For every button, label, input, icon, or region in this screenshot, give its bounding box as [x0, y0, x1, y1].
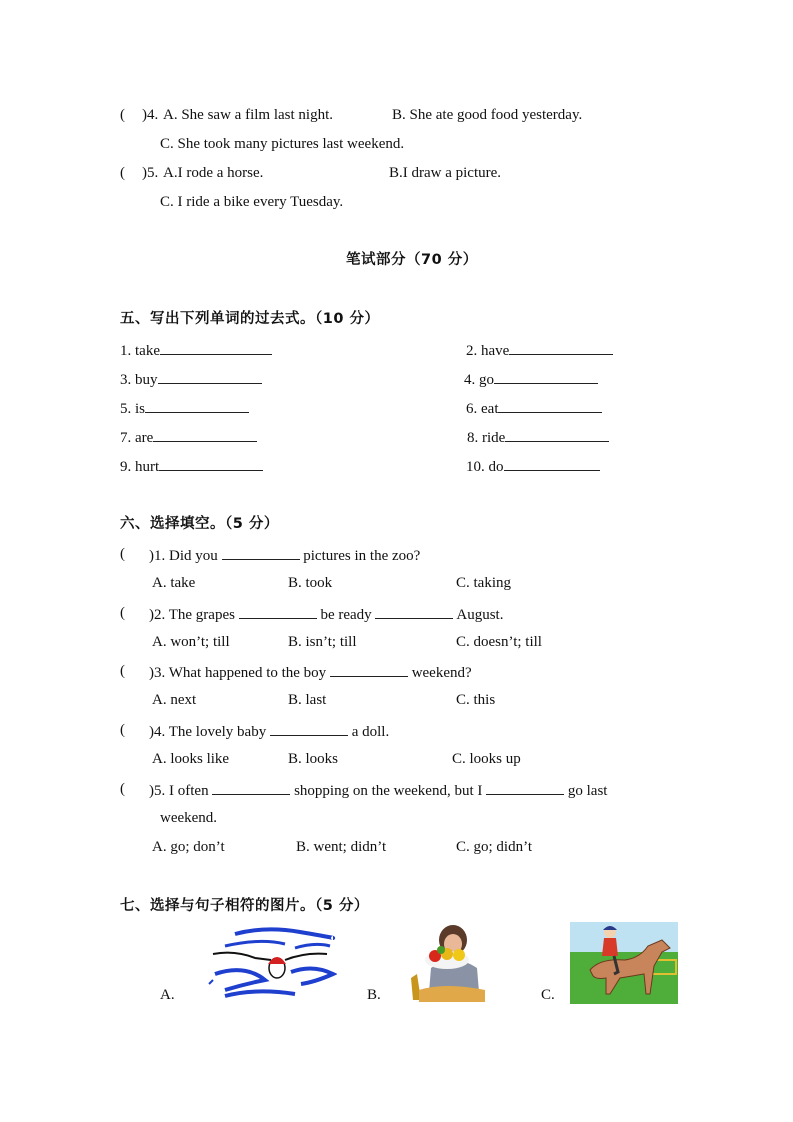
word-item: 1. take	[120, 340, 272, 360]
answer-blank[interactable]	[160, 340, 272, 355]
option-a: A. take	[152, 575, 196, 591]
option-c: C. I ride a bike every Tuesday.	[160, 194, 344, 210]
answer-blank[interactable]	[498, 398, 602, 413]
word-item: 4. go	[464, 369, 598, 389]
answer-blank[interactable]	[153, 427, 257, 442]
answer-blank[interactable]	[239, 604, 317, 619]
answer-blank[interactable]	[212, 780, 290, 795]
section-5-title: 五、写出下列单词的过去式。（10 分）	[120, 311, 380, 327]
option-c: C. taking	[456, 575, 511, 591]
question-text: )2. The grapes be ready August.	[149, 604, 503, 624]
picture-option-b-label: B.	[367, 987, 381, 1003]
answer-blank[interactable]	[505, 427, 609, 442]
answer-paren[interactable]: (	[120, 781, 125, 797]
question-text: )3. What happened to the boy weekend?	[149, 662, 472, 682]
answer-paren[interactable]: (	[120, 107, 125, 123]
option-c: C. this	[456, 692, 496, 708]
question-number: )4.	[142, 107, 159, 123]
option-b: B. went; didn’t	[296, 839, 387, 855]
answer-blank[interactable]	[375, 604, 453, 619]
option-a: A. looks like	[152, 751, 230, 767]
answer-paren[interactable]: (	[120, 605, 125, 621]
question-number: )5.	[142, 165, 159, 181]
option-b: B. looks	[288, 751, 339, 767]
word-item: 2. have	[466, 340, 613, 360]
picture-option-a-label: A.	[160, 987, 175, 1003]
written-part-title: 笔试部分（70 分）	[346, 252, 478, 268]
option-b: B. took	[288, 575, 333, 591]
answer-blank[interactable]	[145, 398, 249, 413]
girl-riding-horse-picture[interactable]	[570, 922, 678, 1004]
answer-blank[interactable]	[330, 662, 408, 677]
answer-paren[interactable]: (	[120, 546, 125, 562]
word-item: 10. do	[466, 456, 600, 476]
option-a: A. go; don’t	[152, 839, 225, 855]
swimmer-picture[interactable]	[205, 924, 337, 1004]
picture-option-c-label: C.	[541, 987, 555, 1003]
answer-paren[interactable]: (	[120, 165, 125, 181]
answer-paren[interactable]: (	[120, 663, 125, 679]
question-text: )5. I often shopping on the weekend, but I go last	[149, 780, 607, 800]
option-a: A.I rode a horse.	[163, 165, 264, 181]
section-6-title: 六、选择填空。（5 分）	[120, 516, 279, 532]
section-7-title: 七、选择与句子相符的图片。（5 分）	[120, 898, 369, 914]
answer-blank[interactable]	[158, 369, 262, 384]
option-b: B. last	[288, 692, 327, 708]
option-a: A. She saw a film last night.	[163, 107, 333, 123]
option-b: B. She ate good food yesterday.	[392, 107, 583, 123]
word-item: 3. buy	[120, 369, 262, 389]
word-item: 9. hurt	[120, 456, 263, 476]
option-a: A. won’t; till	[152, 634, 230, 650]
answer-blank[interactable]	[159, 456, 263, 471]
option-a: A. next	[152, 692, 197, 708]
question-text: )1. Did you pictures in the zoo?	[149, 545, 420, 565]
question-continuation: weekend.	[160, 810, 218, 826]
answer-blank[interactable]	[486, 780, 564, 795]
woman-with-food-picture-art	[405, 924, 495, 1004]
answer-blank[interactable]	[222, 545, 300, 560]
answer-paren[interactable]: (	[120, 722, 125, 738]
option-b: B. isn’t; till	[288, 634, 357, 650]
swimmer-picture-art	[205, 924, 337, 1004]
word-item: 6. eat	[466, 398, 602, 418]
word-item: 7. are	[120, 427, 257, 447]
answer-blank[interactable]	[509, 340, 613, 355]
option-b: B.I draw a picture.	[389, 165, 502, 181]
option-c: C. looks up	[452, 751, 521, 767]
option-c: C. She took many pictures last weekend.	[160, 136, 405, 152]
answer-blank[interactable]	[270, 721, 348, 736]
option-c: C. go; didn’t	[456, 839, 532, 855]
answer-blank[interactable]	[504, 456, 600, 471]
girl-riding-horse-picture-art	[570, 922, 678, 1004]
option-c: C. doesn’t; till	[456, 634, 542, 650]
answer-blank[interactable]	[494, 369, 598, 384]
woman-with-food-picture[interactable]	[405, 924, 495, 1004]
word-item: 8. ride	[467, 427, 609, 447]
word-item: 5. is	[120, 398, 249, 418]
question-text: )4. The lovely baby a doll.	[149, 721, 389, 741]
